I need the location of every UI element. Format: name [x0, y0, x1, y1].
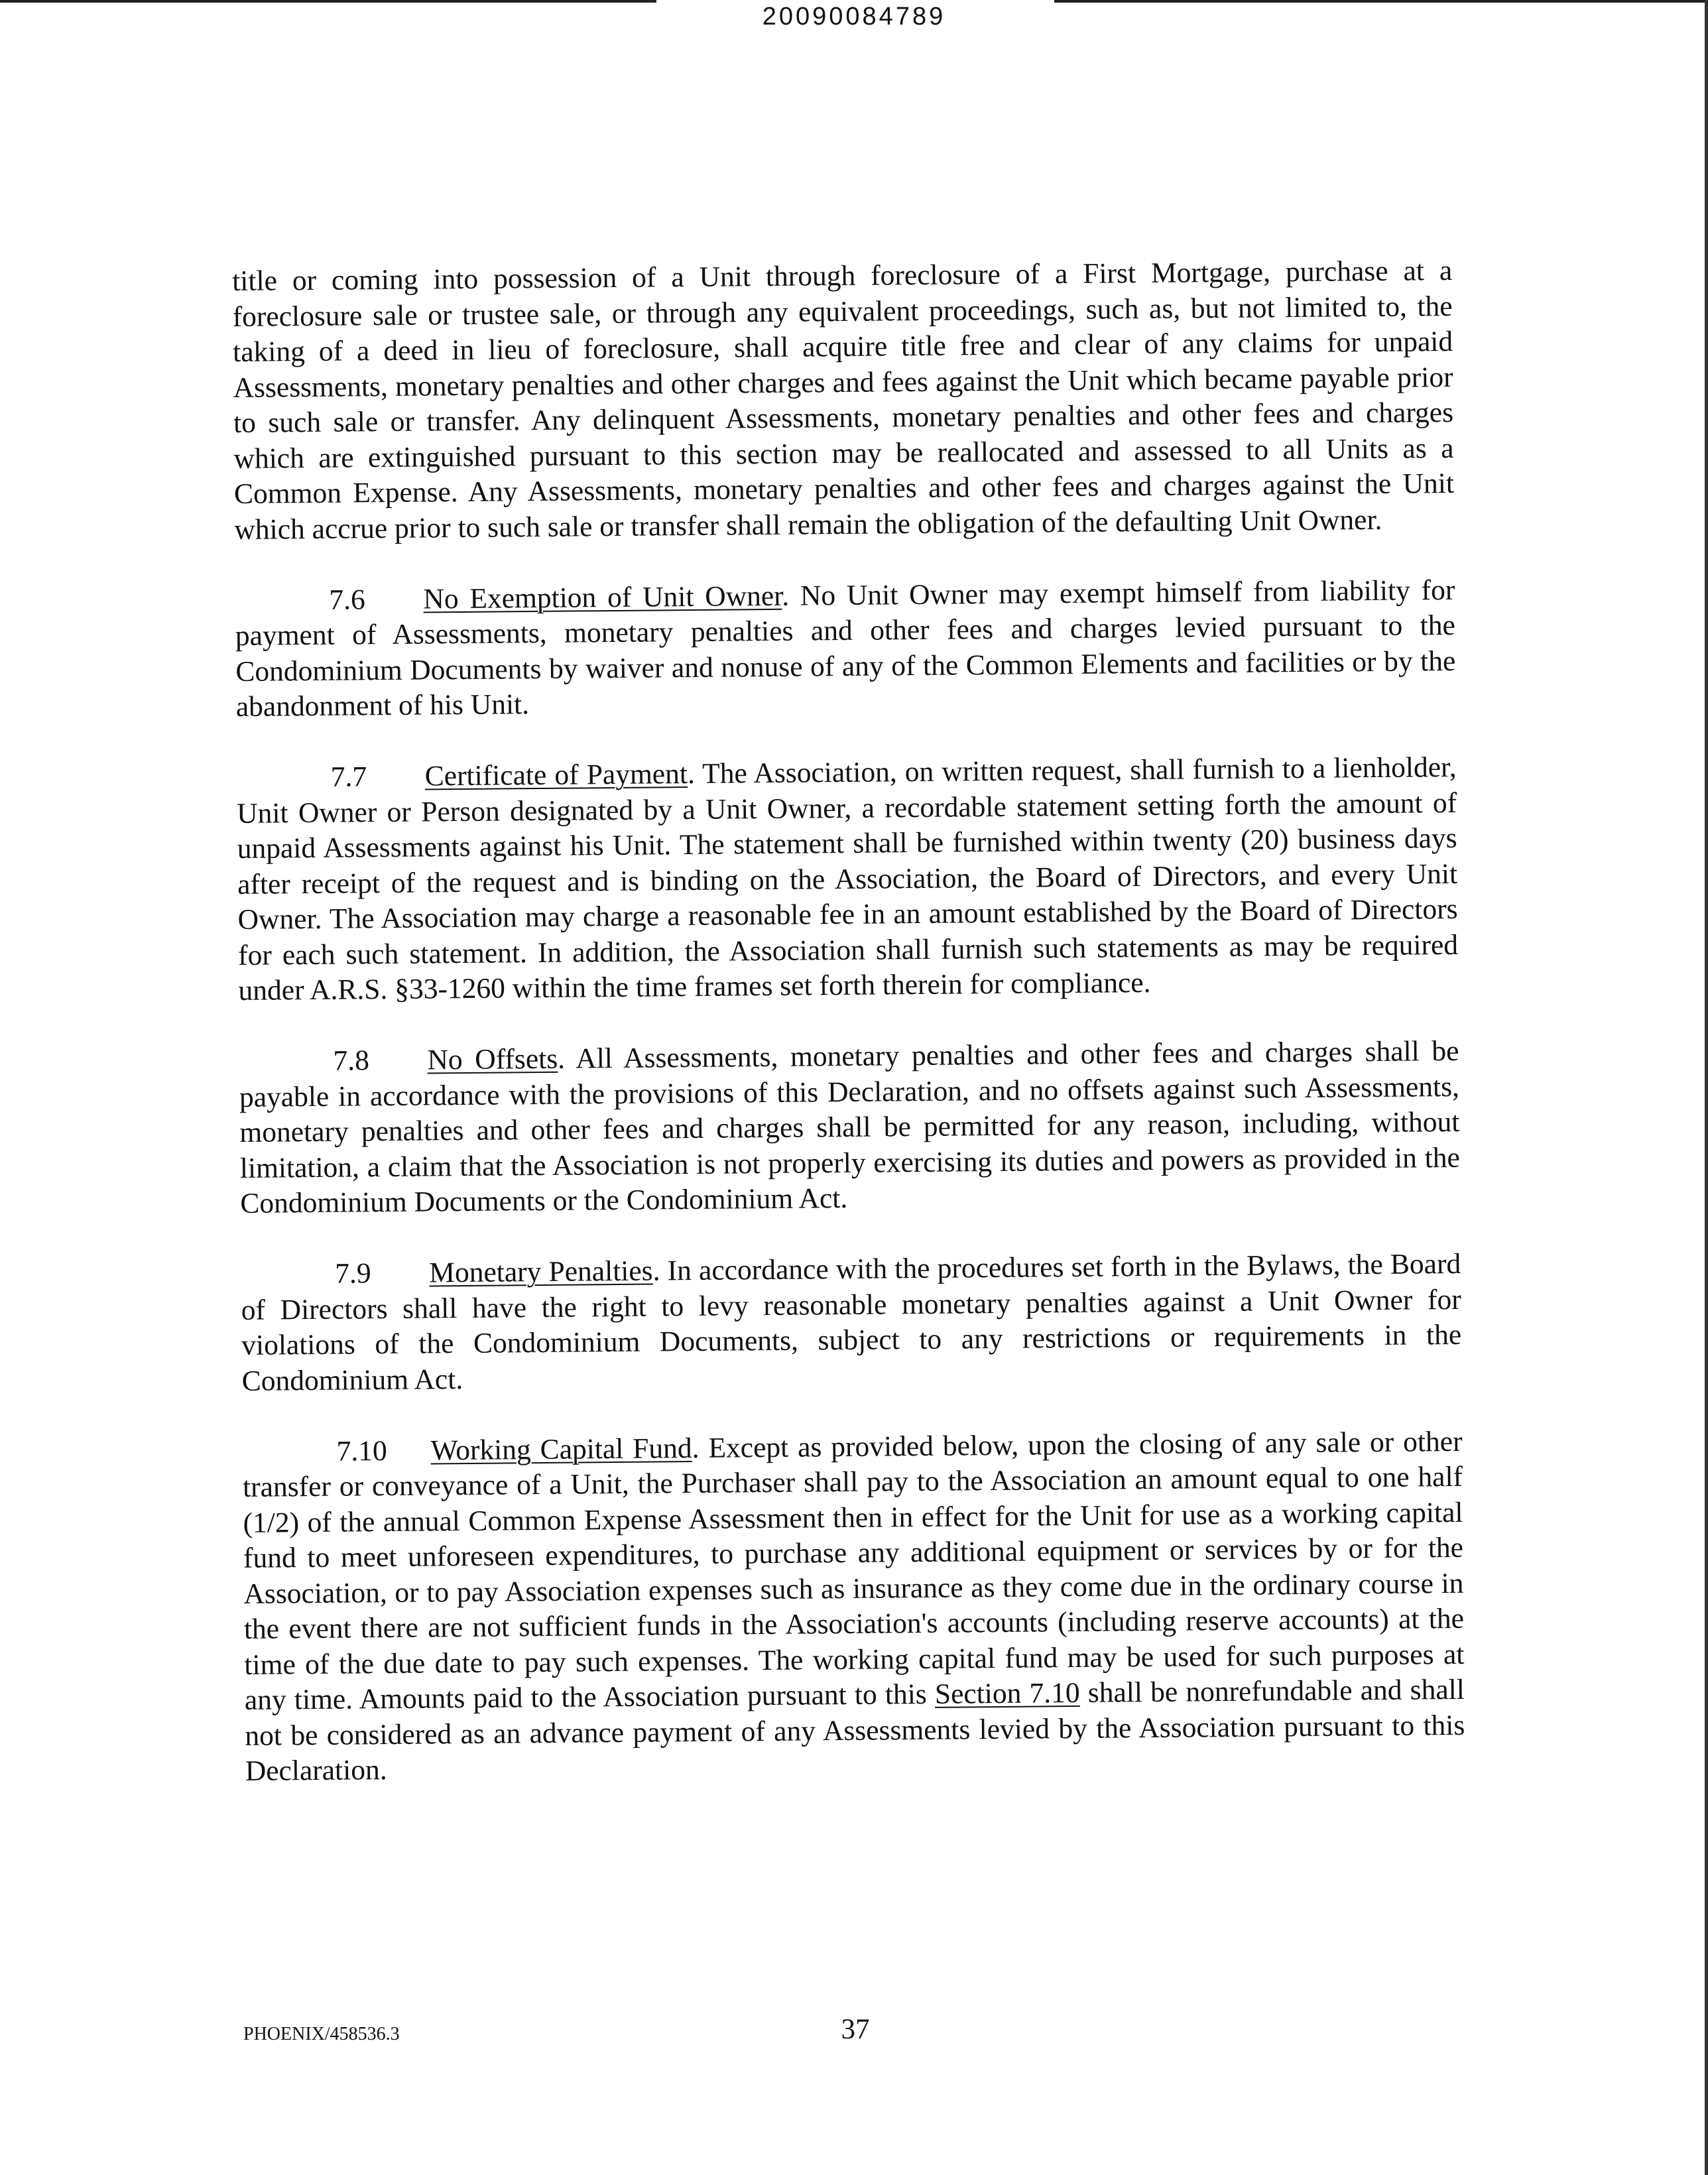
- section-text-continued: shall be nonrefundable and shall not be considered as an advance payment of any Assessments levied by the Association pursuant to this Declaration.: [245, 1673, 1465, 1787]
- section-number: 7.10: [336, 1434, 387, 1467]
- section-number: 7.7: [330, 761, 367, 793]
- section-number: 7.9: [335, 1257, 371, 1290]
- section-7-6: [235, 572, 1456, 725]
- footer-document-id: PHOENIX/458536.3: [243, 2024, 400, 2044]
- document-number: 20090084789: [762, 3, 946, 31]
- document-body: [232, 253, 1465, 1789]
- section-7-8: [239, 1034, 1460, 1222]
- section-cross-reference: Section 7.10: [934, 1676, 1080, 1710]
- section-number: 7.6: [329, 583, 366, 616]
- section-title: Monetary Penalties: [429, 1255, 653, 1289]
- section-title: No Offsets: [427, 1042, 558, 1076]
- page-number: 37: [841, 2014, 870, 2045]
- section-title: Working Capital Fund: [430, 1432, 692, 1466]
- section-7-10: [242, 1424, 1465, 1789]
- section-text: . No Unit Owner may exempt himself from liability for payment of Assessments, monetary penalties and other fees and charges levied pursuant to the Condominium Documents by waiver and nonuse of any of the Common Elements and facilities or by the abandonment of his Unit.: [235, 574, 1456, 723]
- section-text: . In accordance with the procedures set forth in the Bylaws, the Board of Directors shall have the right to levy reasonable monetary penalties against a Unit Owner for violations of the Condominium Documents, subject to any restrictions or requirements in the Condominium Act.: [241, 1247, 1462, 1397]
- section-7-9: [241, 1247, 1462, 1399]
- section-text: . The Association, on written request, shall furnish to a lienholder, Unit Owner or Person designated by a Unit Owner, a recordable statement setting forth the amount of unpaid Assessments against his Unit. The statement shall be furnished within twenty (20) business days after receipt of the request and is binding on the Association, the Board of Directors, and every Unit Owner. The Association may charge a reasonable fee in an amount established by the Board of Directors for each such statement. In addition, the Association shall furnish such statements as may be required under A.R.S. §33-1260 within the time frames set forth therein for compliance.: [237, 751, 1459, 1007]
- section-7-7: [237, 750, 1459, 1009]
- right-scan-edge: [1705, 0, 1708, 2175]
- section-title: No Exemption of Unit Owner: [423, 580, 782, 615]
- section-text: . All Assessments, monetary penalties and other fees and charges shall be payable in accordance with the provisions of this Declaration, and no offsets against such Assessments, monetary penalties and other fees and charges shall be permitted for any reason, including, without limitation, a claim that the Association is not properly exercising its duties and powers as provided in the Condominium Documents or the Condominium Act.: [239, 1034, 1461, 1219]
- section-number: 7.8: [333, 1044, 370, 1077]
- section-title: Certificate of Payment: [424, 758, 688, 792]
- section-text: . Except as provided below, upon the closing of any sale or other transfer or conveyance of a Unit, the Purchaser shall pay to the Association an amount equal to one half (1/2) of the annual Common Expense Assessment then in effect for the Unit for use as a working capital fund to meet unforeseen expenditures, to purchase any additional equipment or services by or for the Association, or to pay Association expenses such as insurance as they come due in the ordinary course in the event there are not sufficient funds in the Association's accounts (including reserve accounts) at the time of the due date to pay such expenses. The working capital fund may be used for such purposes at any time. Amounts paid to the Association pursuant to this: [242, 1425, 1465, 1716]
- continuation-paragraph: title or coming into possession of a Unit through foreclosure of a First Mortgage, purchase at a foreclosure sale or trustee sale, or through any equivalent proceedings, such as, but not limited to, the taking of a deed in lieu of foreclosure, shall acquire title free and clear of any claims for unpaid Assessments, monetary penalties and other charges and fees against the Unit which became payable prior to such sale or transfer. Any delinquent Assessments, monetary penalties and other fees and charges which are extinguished pursuant to this section may be reallocated and assessed to all Units as a Common Expense. Any Assessments, monetary penalties and other fees and charges against the Unit which accrue prior to such sale or transfer shall remain the obligation of the defaulting Unit Owner.: [232, 254, 1455, 546]
